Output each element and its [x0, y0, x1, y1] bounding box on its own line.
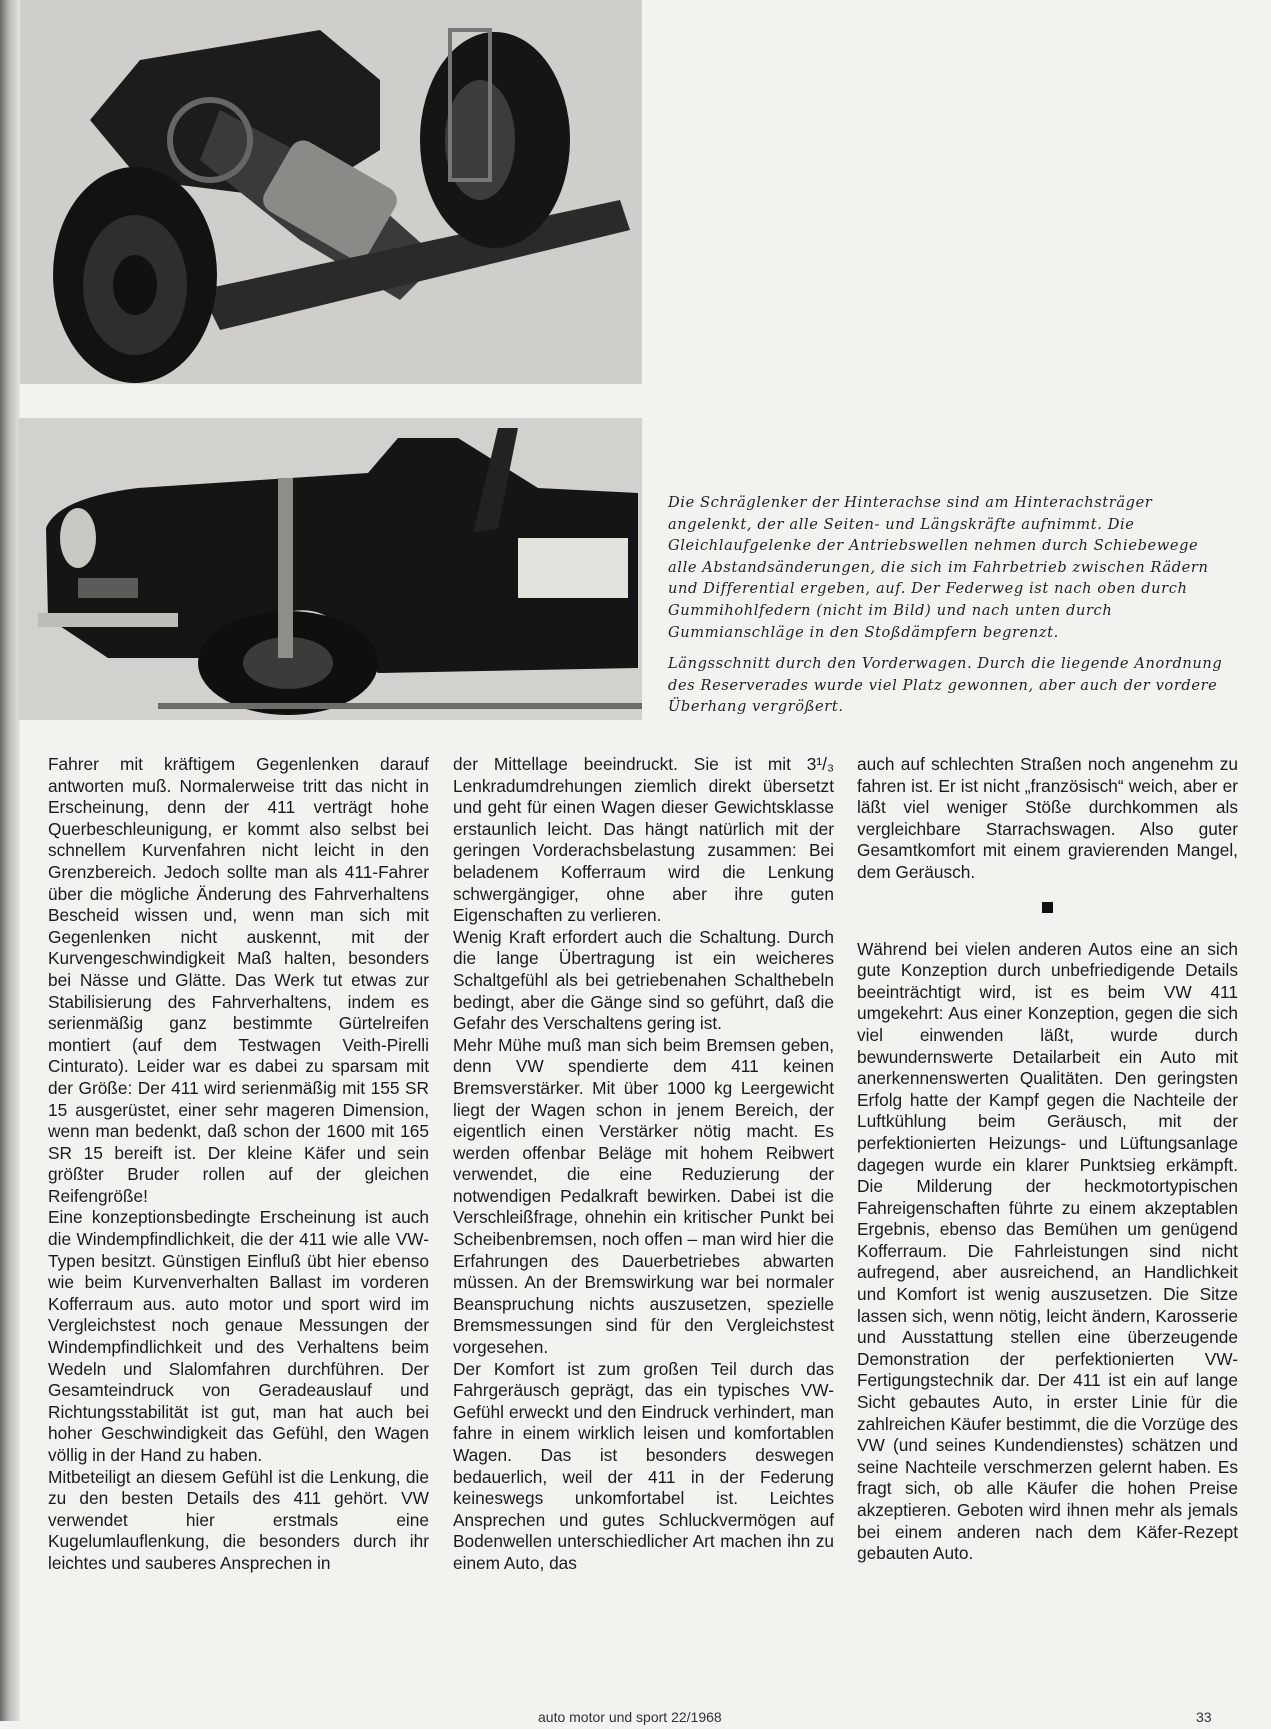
page-footer: [0, 1709, 1271, 1729]
paragraph: der Mittellage beeindruckt. Sie ist mit 3¹/₃ Lenkradumdrehungen ziemlich direkt übersetzt und geht für einen Wagen dieser Gewichtsklasse erstaunlich leicht. Das hängt natürlich mit der geringen Vorderachsbelastung zusammen: Bei beladenem Kofferraum wird die Lenkung schwergängiger, ohne aber ihre guten Eigenschaften zu verlieren.: [453, 754, 834, 926]
paragraph: Der Komfort ist zum großen Teil durch das Fahrgeräusch geprägt, das ein typisches VW-Gefühl erweckt und den Eindruck verhindert, man fahre in einem wirklich leisen und komfortablen Wagen. Das ist besonders deswegen bedauerlich, weil der 411 in der Federung keineswegs unkomfortabel ist. Leichtes Ansprechen und gutes Schluckvermögen auf Bodenwellen unterschiedlicher Art machen ihn zu einem Auto, das: [453, 1358, 834, 1573]
paragraph: Mehr Mühe muß man sich beim Bremsen geben, denn VW spendierte dem 411 keinen Bremsverstärker. Mit über 1000 kg Leergewicht liegt der Wagen schon in jenem Bereich, der eigentlich einen Verstärker nötig macht. Es werden offenbar Beläge mit hohem Reibwert verwendet, die eine Reduzierung der notwendigen Pedalkraft bewirken. Dabei ist die Verschleißfrage, ohnehin ein kritischer Punkt bei Scheibenbremsen, noch offen – man wird hier die Erfahrungen des Dauerbetriebes abwarten müssen. An der Bremswirkung war bei normaler Beanspruchung nichts auszusetzen, spezielle Bremsmessungen sind für den Vergleichstest vorgesehen.: [453, 1034, 834, 1358]
figure-caption: [668, 492, 1228, 718]
caption-rear-axle: Die Schräglenker der Hinterachse sind am Hinterachsträger angelenkt, der alle Seiten- und Längskräfte aufnimmt. Die Gleichlaufgelenke der Antriebswellen nehmen durch Schiebewege alle Abstandsänderungen, die sich im Fahrbetrieb zwischen Rädern und Differential ergeben, auf. Der Federweg ist nach oben durch Gummihohlfedern (nicht im Bild) und nach unten durch Gummianschläge in den Stoßdämpfern begrenzt.: [668, 494, 1209, 641]
magazine-issue: auto motor und sport 22/1968: [538, 1709, 722, 1725]
paragraph: Während bei vielen anderen Autos eine an sich gute Konzeption durch unbefriedigende Details beeinträchtigt wird, ist es beim VW 411 umgekehrt: Aus einer Konzeption, gegen die sich viel einwenden läßt, wurde durch bewundernswerte Detailarbeit ein Auto mit anerkennenswerten Qualitäten. Den geringsten Erfolg hatte der Kampf gegen die Nachteile der Luftkühlung beim Geräusch, mit der perfektionierten Heizungs- und Lüftungsanlage dagegen wurde ein klarer Punktsieg erkämpft. Die Milderung der heckmotortypischen Fahreigenschaften führte zu einem akzeptablen Ergebnis, ebenso das Bemühen um genügend Kofferraum. Die Fahrleistungen sind nicht aufregend, aber ausreichend, an Handlichkeit und Komfort ist wenig auszusetzen. Die Sitze lassen sich, wenn nötig, leicht ändern, Karosserie und Ausstattung stellen eine überzeugende Demonstration der perfektionierten VW-Fertigungstechnik dar. Der 411 ist ein auf lange Sicht gebautes Auto, in erster Linie für die zahlreichen Käufer bestimmt, die die Vorzüge des VW (und seines Kundendienstes) schätzen und seine Nachteile verschmerzen gelernt haben. Es fragt sich, ob alle Käufer die hohen Preise akzeptieren. Geboten wird ihnen mehr als jemals bei einem anderen nach dem Käfer-Rezept gebauten Auto.: [857, 938, 1238, 1564]
front-section-photo: [18, 418, 642, 720]
page-binding-edge: [0, 0, 20, 1721]
paragraph: Eine konzeptionsbedingte Erscheinung ist auch die Windempfindlichkeit, die der 411 wie alle VW-Typen besitzt. Günstigen Einfluß übt hier ebenso wie beim Kurvenverhalten Ballast im vorderen Kofferraum aus. auto motor und sport wird im Vergleichstest noch genaue Messungen der Windempfindlichkeit und des Verhaltens beim Wedeln und Slalomfahren durchführen. Der Gesamteindruck von Geradeauslauf und Richtungsstabilität ist gut, man hat auch bei hoher Geschwindigkeit das Gefühl, den Wagen völlig in der Hand zu haben.: [48, 1207, 429, 1465]
article-column-1: [48, 754, 429, 1575]
paragraph: auch auf schlechten Straßen noch angenehm zu fahren ist. Er ist nicht „französisch“ weich, aber er läßt viel weniger Stöße durchkommen als vergleichbare Starrachswagen. Also guter Gesamtkomfort mit einem gravierenden Mangel, dem Geräusch.: [857, 754, 1238, 882]
paragraph: Mitbeteiligt an diesem Gefühl ist die Lenkung, die zu den besten Details des 411 gehört. VW verwendet hier erstmals eine Kugelumlauflenkung, die besonders durch ihr leichtes und sauberes Ansprechen in: [48, 1466, 429, 1573]
caption-front-section: Längsschnitt durch den Vorderwagen. Durch die liegende Anordnung des Reserverades wurde viel Platz gewonnen, aber auch der vordere Überhang vergrößert.: [668, 655, 1223, 716]
section-end-square-icon: [1042, 902, 1053, 913]
rear-axle-illustration-icon: [20, 0, 642, 384]
page-number: 33: [1196, 1709, 1212, 1725]
article-column-2: [453, 754, 834, 1575]
paragraph: Fahrer mit kräftigem Gegenlenken darauf antworten muß. Normalerweise tritt das nicht in Erscheinung, denn der 411 verträgt hohe Querbeschleunigung, er kommt also selbst bei schnellem Kurvenfahren nicht leicht in den Grenzbereich. Jedoch sollte man als 411-Fahrer über die mögliche Änderung des Fahrverhaltens Bescheid wissen und, wenn man sich mit Gegenlenken nicht auskennt, mit der Kurvengeschwindigkeit Maß halten, besonders bei Nässe und Glätte. Das Werk tut etwas zur Stabilisierung des Fahrverhaltens, indem es serienmäßig ganz bestimmte Gürtelreifen montiert (auf dem Testwagen Veith-Pirelli Cinturato). Leider war es dabei zu sparsam mit der Größe: Der 411 wird serienmäßig mit 155 SR 15 ausgerüstet, einer sehr mageren Dimension, wenn man bedenkt, daß schon der 1600 mit 165 SR 15 bereift ist. Der kleine Käfer und sein größter Bruder rollen auf der gleichen Reifengröße!: [48, 754, 429, 1206]
rear-axle-photo: [20, 0, 642, 384]
paragraph: Wenig Kraft erfordert auch die Schaltung. Durch die lange Übertragung ist ein weicheres Schaltgefühl als bei getriebenahen Schalthebeln bedingt, aber die Gänge sind so geführt, daß die Gefahr des Verschaltens gering ist.: [453, 926, 834, 1034]
article-column-3: [857, 754, 1238, 1565]
front-cutaway-illustration-icon: [18, 418, 642, 720]
